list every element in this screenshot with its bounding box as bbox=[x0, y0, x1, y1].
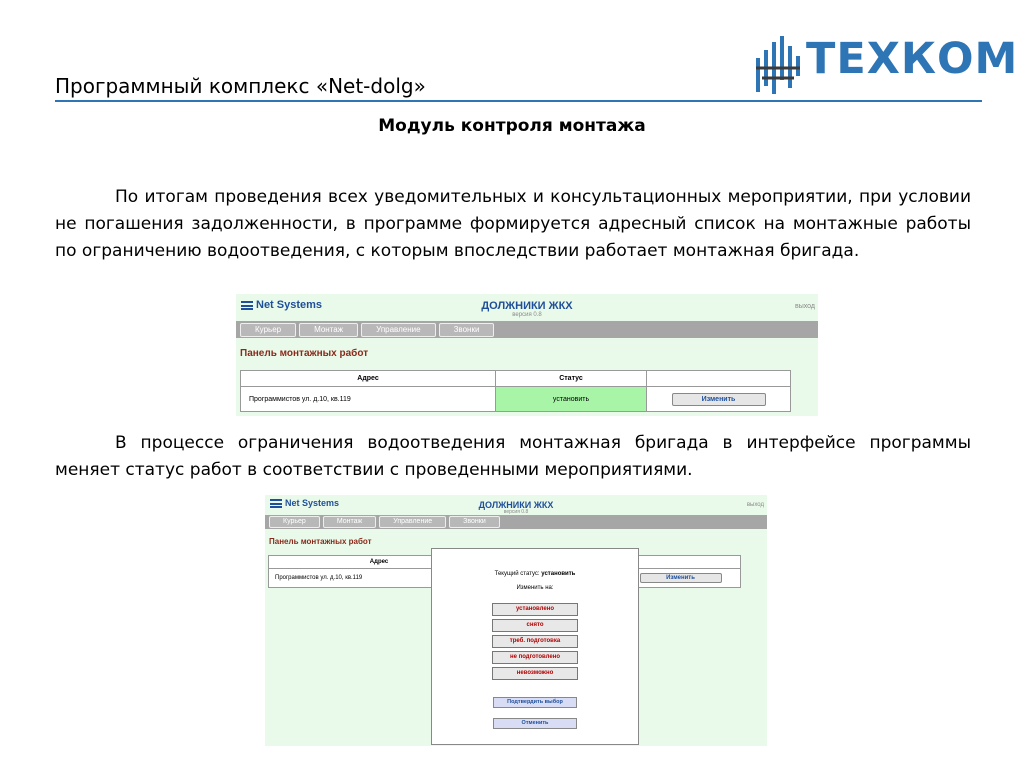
confirm-button[interactable]: Подтвердить выбор bbox=[493, 697, 577, 708]
change-to-label: Изменить на: bbox=[516, 585, 554, 591]
app-screenshot-1 bbox=[236, 294, 818, 416]
exit-link[interactable]: выход bbox=[795, 303, 815, 310]
nav-bar bbox=[265, 515, 767, 529]
status-modal bbox=[431, 548, 639, 745]
col-status: Статус bbox=[496, 371, 647, 387]
works-table bbox=[240, 370, 791, 412]
col-address: Адрес bbox=[241, 371, 496, 387]
current-status-label: Текущий статус: bbox=[494, 571, 540, 577]
nav-calls[interactable]: Звонки bbox=[439, 323, 495, 337]
current-status-value: установить bbox=[541, 571, 576, 577]
row-action bbox=[647, 387, 791, 412]
app-version: версия 0.8 bbox=[512, 312, 542, 318]
app-title: ДОЛЖНИКИ ЖКХ bbox=[481, 300, 573, 312]
change-button[interactable]: Изменить bbox=[672, 393, 766, 406]
nav-mounting[interactable]: Монтаж bbox=[323, 516, 376, 528]
row-status: установить bbox=[496, 387, 647, 412]
title-divider bbox=[55, 100, 982, 102]
brand-name: Net Systems bbox=[256, 299, 323, 311]
nav-management[interactable]: Управление bbox=[361, 323, 435, 337]
option-impossible[interactable]: невозможно bbox=[492, 667, 578, 680]
col-action bbox=[647, 371, 791, 387]
nav-management[interactable]: Управление bbox=[379, 516, 446, 528]
row-address: Программистов ул. д.10, кв.119 bbox=[269, 569, 490, 588]
tehkom-logo bbox=[754, 28, 1019, 98]
module-title: Модуль контроля монтажа bbox=[378, 116, 646, 136]
table-header bbox=[241, 371, 791, 387]
nav-courier[interactable]: Курьер bbox=[269, 516, 320, 528]
exit-link[interactable]: выход bbox=[746, 502, 764, 508]
row-address: Программистов ул. д.10, кв.119 bbox=[241, 387, 496, 412]
option-needs-preparation[interactable]: треб. подготовка bbox=[492, 635, 578, 648]
nav-mounting[interactable]: Монтаж bbox=[299, 323, 358, 337]
nav-courier[interactable]: Курьер bbox=[240, 323, 296, 337]
paragraph-2-text: В процессе ограничения водоотведения монтажная бригада в интерфейсе программы меняет статус работ в соответствии с проведенными мероприятиями. bbox=[55, 433, 971, 480]
table-row bbox=[241, 387, 791, 412]
app-version: версия 0.8 bbox=[503, 509, 529, 515]
col-address: Адрес bbox=[269, 556, 490, 569]
option-not-prepared[interactable]: не подготовлено bbox=[492, 651, 578, 664]
brand-name: Net Systems bbox=[285, 498, 340, 508]
current-status bbox=[432, 571, 638, 577]
app-header bbox=[265, 495, 767, 515]
slide-title: Программный комплекс «Net-dolg» bbox=[55, 74, 426, 98]
paragraph-1-text: По итогам проведения всех уведомительных и консультационных мероприятии, при условии не погашения задолженности, в программе формируется адресный список на монтажные работы по ограничению водоотведения, с которым впоследствии работает монтажная бригада. bbox=[55, 187, 971, 261]
paragraph-1 bbox=[55, 184, 971, 265]
app-title: ДОЛЖНИКИ ЖКХ bbox=[478, 500, 554, 510]
panel-title: Панель монтажных работ bbox=[269, 537, 372, 546]
option-removed[interactable]: снято bbox=[492, 619, 578, 632]
paragraph-2 bbox=[55, 430, 971, 484]
nav-bar bbox=[236, 321, 818, 338]
cancel-button[interactable]: Отменить bbox=[493, 718, 577, 729]
panel-title: Панель монтажных работ bbox=[240, 348, 369, 359]
app-screenshot-2 bbox=[265, 495, 767, 746]
nav-calls[interactable]: Звонки bbox=[449, 516, 500, 528]
app-header bbox=[236, 294, 818, 321]
option-installed[interactable]: установлено bbox=[492, 603, 578, 616]
logo-text: ТЕХКОМ bbox=[806, 34, 1019, 84]
building-logo-icon bbox=[754, 28, 804, 98]
change-button[interactable]: Изменить bbox=[640, 573, 722, 583]
